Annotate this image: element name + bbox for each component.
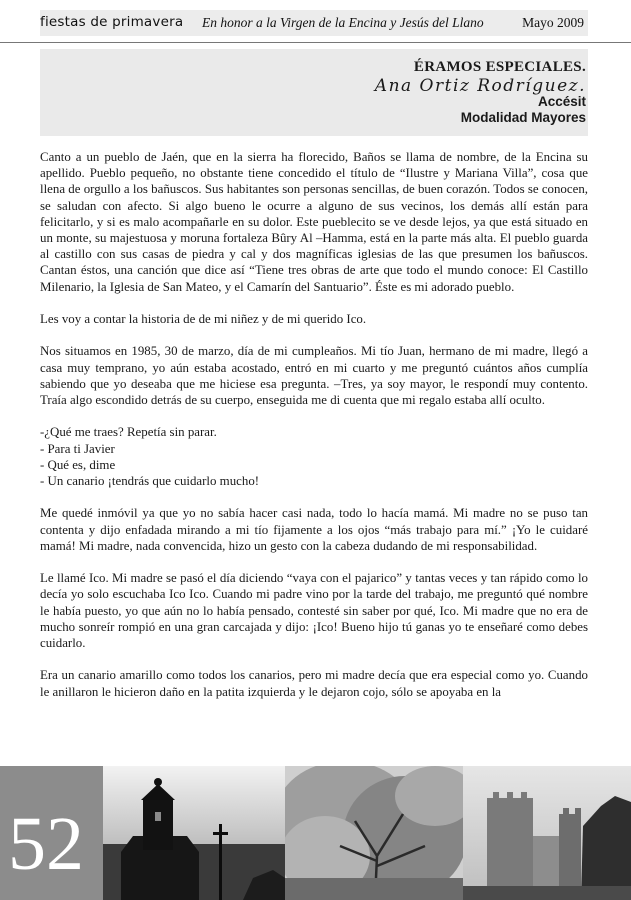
article-body <box>40 149 588 716</box>
page-number: 52 <box>8 802 84 886</box>
header-divider <box>0 42 631 43</box>
dialogue-line: - Para ti Javier <box>40 441 115 456</box>
header-brand: fiestas de primavera <box>40 14 184 30</box>
paragraph: Nos situamos en 1985, 30 de marzo, día de mi cumpleaños. Mi tío Juan, hermano de mi madre, llegó a casa muy temprano, yo aún estaba acostado, entró en mi cuarto y me preguntó cuántos años cumplía sabiendo que yo deseaba que me hiciese esa pregunta. –Tres, ya soy mayor, le respondí muy contento. Traía algo escondido detrás de su cuerpo, enseguida me di cuenta que mi regalo estaba allí oculto. <box>40 344 588 408</box>
paragraph: Canto a un pueblo de Jaén, que en la sierra ha florecido, Baños se llama de nombre, de la Encina su apellido. Pueblo pequeño, no obstante tiene concedido el título de “Ilustre y Mariana Villa”, cosa que llena de orgullo a los bañuscos. Sus habitantes son personas sencillas, de buen corazón. Todos se conocen, se saludan con afecto. Si algo bueno le ocurre a alguno de sus vecinos, los demás allí están para felicitarlo, y si es malo acompañarle en su dolor. Este pueblecito se ve desde lejos, ya que está situado en un monte, su majestuosa y moruna fortaleza Bûry Al –Hamma, está en la parte más alta. El pueblo guarda al castillo con sus casas de piedra y cal y dos magníficas iglesias de las que presumen los bañuscos. Cantan éstos, una canción que dice así “Tiene tres obras de arte que todo el mundo conoce: El Castillo Milenario, la Iglesia de San Mateo, y el Camarín del Santuario”. Éste es mi adorado pueblo. <box>40 150 588 294</box>
church-photo <box>103 766 285 900</box>
castle-photo <box>463 766 631 900</box>
article-author: Ana Ortiz Rodríguez. <box>374 76 586 96</box>
tree-photo <box>285 766 463 900</box>
paragraph: Le llamé Ico. Mi madre se pasó el día diciendo “vaya con el pajarico” y tantas veces y tan rápido como lo decía yo solo escuchaba Ico Ico. Cuando mi padre vino por la tarde del trabajo, me preguntó qué nombre le había puesto, yo que aún no lo había pensado, contesté sin saber por qué, Ico. Mi madre que no era de mucho sonreír rompió en una gran carcajada y dijo: ¡Ico! Bueno hijo tú ganas yo te enseñaré como debes cuidarlo. <box>40 571 588 651</box>
running-header <box>40 10 588 36</box>
paragraph: Me quedé inmóvil ya que yo no sabía hacer casi nada, todo lo hacía mamá. Mi madre no se puso tan contenta y dijo enfadada mirando a mi tío fijamente a los ojos “más trabajo para mí.” ¡Yo le cuidaré mamá! Mi madre, nada convencida, hizo un gesto con la cabeza dudando de mi responsabilidad. <box>40 506 588 553</box>
paragraph: Les voy a contar la historia de de mi niñez y de mi querido Ico. <box>40 312 367 327</box>
dialogue-line: -¿Qué me traes? Repetía sin parar. <box>40 425 217 440</box>
paragraph: Era un canario amarillo como todos los canarios, pero mi madre decía que era especial como yo. Cuando le anillaron le hicieron daño en la patita izquierda y le dejaron cojo, sólo se apoyaba en la <box>40 668 588 699</box>
article-title-box <box>40 49 588 136</box>
article-title: ÉRAMOS ESPECIALES. <box>413 59 586 75</box>
dialogue-line: - Qué es, dime <box>40 457 116 472</box>
header-date: Mayo 2009 <box>522 15 584 30</box>
footer-photo-strip <box>0 766 631 900</box>
article-category: Modalidad Mayores <box>460 110 586 125</box>
dialogue-line: - Un canario ¡tendrás que cuidarlo mucho! <box>40 474 260 489</box>
header-subtitle: En honor a la Virgen de la Encina y Jesús del Llano <box>202 15 484 30</box>
article-award: Accésit <box>537 94 586 109</box>
page-number-box <box>0 766 103 900</box>
